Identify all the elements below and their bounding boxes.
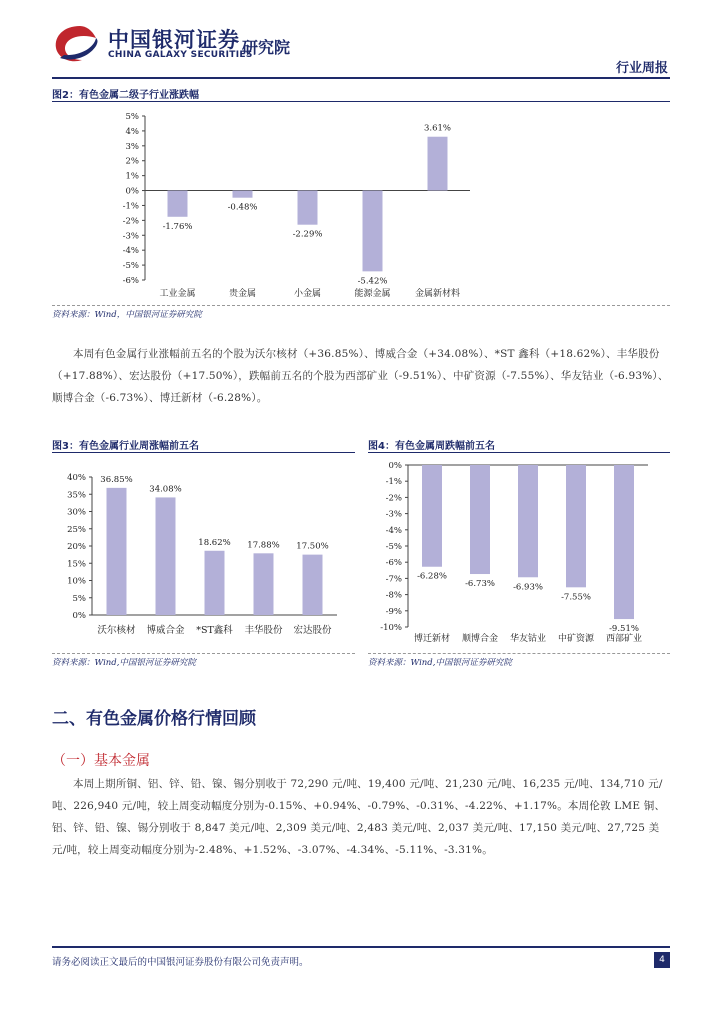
category-label: 贵金属 bbox=[228, 289, 257, 299]
figure-3-title-rule bbox=[52, 452, 355, 453]
bar bbox=[518, 465, 538, 577]
logo-institute: 研究院 bbox=[242, 38, 291, 57]
paragraph-2-text: 本周上期所铜、铝、锌、铅、镍、锡分别收于 72,290 元/吨、19,400 元/吨、21,230 元/吨、16,235 元/吨、134,710 元/吨、226,940 元/吨，较上周变动幅度分别为-0.15%、+0.94%、-0.79%、-0.31%、-4.22%、+1.17%。本周伦敦 LME 铜、铝、锌、铅、镍、锡分别收于 8,847 美元/吨、2,309 美元/吨、2,483 美元/吨、2,037 美元/吨、17,150 美元/吨、27,725 美元/吨，较上周变动幅度分别为-2.48%、+1.52%、-3.07%、-4.34%、-5.11%、-3.31%。 bbox=[52, 778, 666, 856]
logo-company-name: 中国银河证券 bbox=[108, 28, 240, 52]
data-label: -6.28% bbox=[417, 571, 447, 582]
data-label: -2.29% bbox=[292, 229, 323, 240]
bar bbox=[107, 488, 127, 615]
y-tick-label: 0% bbox=[72, 611, 86, 621]
category-label: 华友钴业 bbox=[509, 634, 547, 644]
y-tick-label: 15% bbox=[67, 559, 86, 570]
figure-2-source: 资料来源：Wind，中国银河证券研究院 bbox=[52, 310, 202, 320]
data-label: -0.48% bbox=[227, 202, 258, 213]
section-title: 二、有色金属价格行情回顾 bbox=[52, 709, 256, 729]
y-tick-label: 35% bbox=[67, 490, 86, 501]
y-tick-label: 4% bbox=[125, 126, 139, 137]
bar bbox=[428, 137, 448, 191]
figure-4-source: 资料来源：Wind,中国银河证券研究院 bbox=[368, 658, 512, 668]
y-tick-label: -2% bbox=[122, 216, 139, 227]
data-label: -7.55% bbox=[561, 592, 591, 603]
bar bbox=[363, 191, 383, 272]
bar bbox=[470, 465, 490, 574]
y-tick-label: 0% bbox=[125, 186, 139, 197]
data-label: 18.62% bbox=[198, 537, 231, 548]
category-label: 金属新材料 bbox=[414, 289, 461, 299]
figure-4-title: 图4：有色金属周跌幅前五名 bbox=[368, 441, 495, 452]
y-tick-label: 30% bbox=[67, 507, 86, 518]
category-label: 工业金属 bbox=[159, 289, 196, 299]
y-tick-label: -6% bbox=[122, 276, 139, 286]
y-tick-label: 20% bbox=[67, 542, 86, 552]
bar bbox=[156, 497, 176, 615]
data-label: 36.85% bbox=[100, 474, 133, 485]
y-tick-label: 5% bbox=[72, 593, 86, 604]
bar bbox=[566, 465, 586, 587]
company-logo-icon bbox=[50, 22, 104, 66]
figure-2-title: 图2：有色金属二级子行业涨跌幅 bbox=[52, 90, 199, 101]
y-tick-label: 40% bbox=[67, 473, 86, 483]
y-tick-label: -4% bbox=[385, 525, 402, 536]
y-tick-label: -10% bbox=[380, 623, 402, 633]
figure-4-chart bbox=[368, 455, 670, 650]
subsection-title: （一）基本金属 bbox=[52, 753, 150, 769]
y-tick-label: -5% bbox=[385, 542, 402, 552]
y-tick-label: -4% bbox=[122, 246, 139, 257]
data-label: 3.61% bbox=[423, 123, 452, 134]
y-tick-label: -7% bbox=[385, 574, 402, 585]
paragraph-stock-movers bbox=[52, 343, 670, 409]
y-tick-label: 0% bbox=[388, 461, 402, 471]
figure-3-title: 图3：有色金属行业周涨幅前五名 bbox=[52, 441, 199, 452]
y-tick-label: -2% bbox=[385, 493, 402, 504]
bar bbox=[254, 553, 274, 615]
y-tick-label: 3% bbox=[125, 141, 139, 152]
bar bbox=[298, 191, 318, 225]
figure-2-title-rule bbox=[52, 101, 670, 102]
figure-3-source-rule bbox=[52, 653, 355, 654]
category-label: 博威合金 bbox=[146, 625, 185, 636]
data-label: 17.88% bbox=[247, 540, 280, 551]
y-tick-label: -3% bbox=[385, 509, 402, 520]
category-label: 西部矿业 bbox=[605, 634, 643, 644]
category-label: 博迁新材 bbox=[413, 634, 451, 644]
y-tick-label: 1% bbox=[125, 171, 139, 182]
data-label: -1.76% bbox=[162, 221, 193, 232]
y-tick-label: -3% bbox=[122, 231, 139, 242]
y-tick-label: -1% bbox=[385, 477, 402, 488]
data-label: 17.50% bbox=[296, 541, 329, 552]
data-label: -6.93% bbox=[513, 582, 543, 593]
y-tick-label: 25% bbox=[67, 524, 86, 535]
y-tick-label: -5% bbox=[122, 261, 139, 272]
figure-4-title-rule bbox=[368, 452, 670, 453]
report-type: 行业周报 bbox=[615, 61, 668, 76]
header-rule bbox=[52, 77, 670, 79]
bar bbox=[233, 191, 253, 198]
category-label: 小金属 bbox=[293, 289, 322, 299]
figure-3-source: 资料来源：Wind,中国银河证券研究院 bbox=[52, 658, 196, 668]
bar bbox=[168, 191, 188, 217]
data-label: -6.73% bbox=[465, 579, 495, 590]
footer-disclaimer: 请务必阅读正文最后的中国银河证券股份有限公司免责声明。 bbox=[52, 957, 309, 968]
bar bbox=[303, 555, 323, 615]
y-tick-label: -9% bbox=[385, 606, 402, 617]
logo-english-name: CHINA GALAXY SECURITIES bbox=[108, 50, 253, 60]
data-label: -5.42% bbox=[357, 276, 388, 287]
figure-2-chart bbox=[52, 104, 670, 304]
category-label: 沃尔核材 bbox=[97, 625, 136, 636]
figure-3-chart bbox=[52, 455, 355, 650]
y-tick-label: -8% bbox=[385, 590, 402, 601]
category-label: 宏达股份 bbox=[293, 625, 332, 636]
bar bbox=[205, 551, 225, 615]
figure-2-source-rule bbox=[52, 305, 670, 306]
paragraph-base-metals bbox=[52, 773, 670, 861]
category-label: *ST鑫科 bbox=[196, 625, 233, 636]
category-label: 顺博合金 bbox=[461, 634, 499, 644]
footer-rule bbox=[52, 946, 670, 948]
figure-4-source-rule bbox=[368, 653, 670, 654]
page-number: 4 bbox=[654, 952, 670, 968]
category-label: 丰华股份 bbox=[244, 625, 283, 636]
y-tick-label: 10% bbox=[67, 576, 86, 587]
category-label: 中矿资源 bbox=[557, 634, 595, 644]
bar bbox=[422, 465, 442, 567]
bar bbox=[614, 465, 634, 619]
y-tick-label: 5% bbox=[125, 112, 139, 122]
data-label: 34.08% bbox=[149, 484, 182, 495]
paragraph-1-text: 本周有色金属行业涨幅前五名的个股为沃尔核材（+36.85%）、博威合金（+34.08%）、*ST 鑫科（+18.62%）、丰华股份（+17.88%）、宏达股份（+17.50%），跌幅前五名的个股为西部矿业（-9.51%）、中矿资源（-7.55%）、华友钴业（-6.93%）、顺博合金（-6.73%）、博迁新材（-6.28%）。 bbox=[52, 348, 669, 404]
y-tick-label: -6% bbox=[385, 558, 402, 569]
category-label: 能源金属 bbox=[354, 289, 391, 299]
data-label: -9.51% bbox=[609, 624, 639, 635]
y-tick-label: 2% bbox=[125, 156, 139, 167]
y-tick-label: -1% bbox=[122, 201, 139, 212]
